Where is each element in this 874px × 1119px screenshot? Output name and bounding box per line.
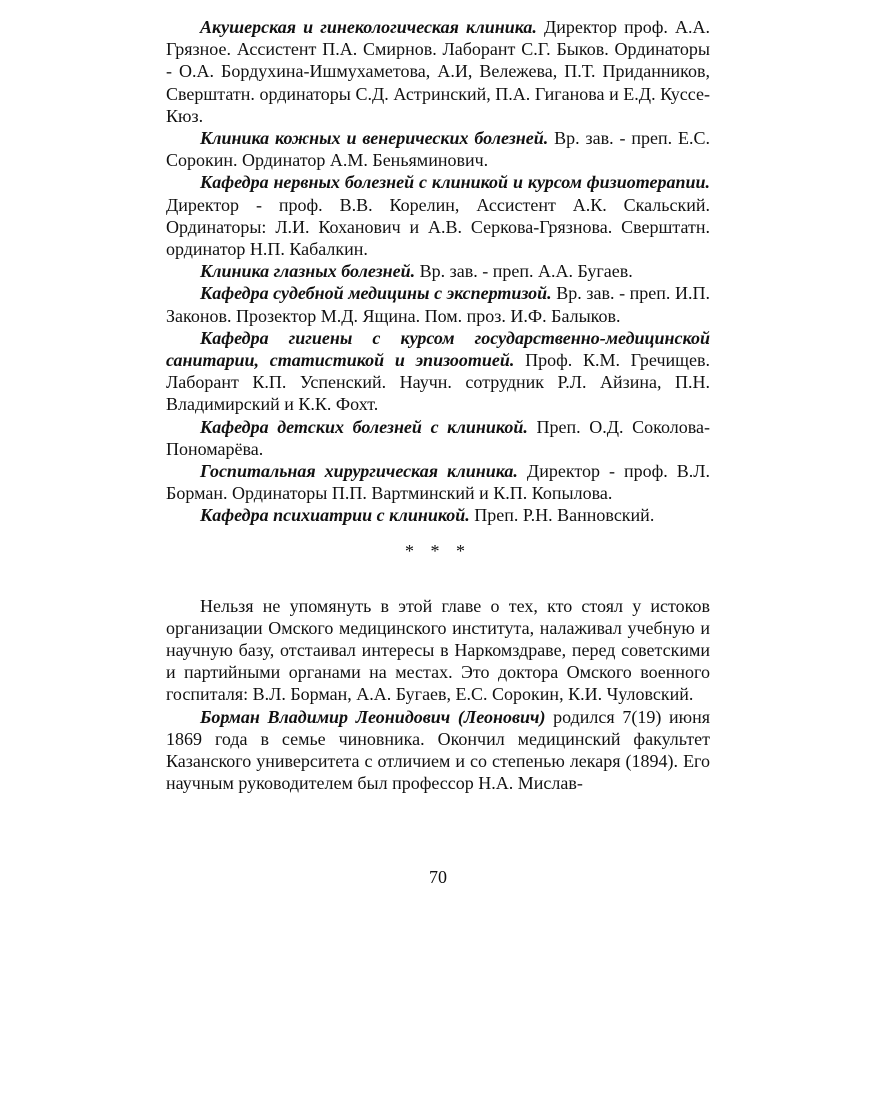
paragraph-eye-clinic: [166, 260, 710, 282]
paragraph-text: Директор - проф. В.Л. Борман. Ординаторы П.П. Вартминский и К.П. Копылова.: [166, 461, 710, 504]
page-content: [166, 16, 710, 795]
paragraph-text: Преп. О.Д. Соколова-Пономарёва.: [166, 416, 710, 459]
paragraph-title: Госпитальная хирургическая клиника.: [200, 461, 518, 482]
paragraph-psychiatry: [166, 504, 710, 526]
paragraph-nervous-diseases: [166, 171, 710, 260]
paragraph-text: родился 7(19) июня 1869 года в семье чиновника. Окончил медицинский факультет Казанского университета с отличием и со степенью лекаря (1894). Его научным руководителем был профессор Н.А. Мислав-: [166, 706, 710, 794]
paragraph-title: Кафедра детских болезней с клиникой.: [200, 416, 528, 437]
paragraph-hygiene: [166, 327, 710, 416]
paragraph-title: Акушерская и гинекологическая клиника.: [200, 17, 537, 37]
paragraph-borman: [166, 706, 710, 795]
paragraph-text: Вр. зав. - преп. И.П. Законов. Прозектор М.Д. Ящина. Пом. проз. И.Ф. Балыков.: [166, 283, 710, 326]
paragraph-text: Директор - проф. В.В. Корелин, Ассистент А.К. Скальский. Ординаторы: Л.И. Коханович и А.В. Серкова-Грязнова. Сверштатн. ординатор Н.П. Кабалкин.: [166, 194, 710, 260]
paragraph-title: Кафедра нервных болезней с клиникой и курсом физиотерапии.: [200, 172, 710, 193]
section-separator: * * *: [405, 540, 471, 561]
paragraph-text: Директор проф. А.А. Грязное. Ассистент П.А. Смирнов. Лаборант С.Г. Быков. Ординаторы - О.А. Бордухина-Ишмухаметова, А.И, Вележева, П.Т. Приданников, Сверштатн. ординаторы С.Д. Астринский, П.А. Гиганова и Е.Д. Куссе-Кюз.: [166, 17, 710, 126]
paragraph-title: Клиника глазных болезней.: [200, 261, 416, 282]
paragraph-text: Вр. зав. - преп. А.А. Бугаев.: [415, 261, 633, 282]
paragraph-forensic-medicine: [166, 282, 710, 326]
paragraph-title: Клиника кожных и венерических болезней.: [200, 128, 549, 149]
paragraph-childrens-diseases: [166, 416, 710, 460]
page-number: 70: [429, 867, 447, 887]
paragraph-obstetrics-clinic: [166, 16, 710, 127]
paragraph-title: Кафедра гигиены с курсом государственно-медицинской санитарии, статистикой и эпизоотией.: [166, 327, 710, 371]
paragraph-title: Кафедра судебной медицины с экспертизой.: [200, 283, 552, 304]
paragraph-skin-clinic: [166, 127, 710, 171]
paragraph-text: Проф. К.М. Гречищев. Лаборант К.П. Успенский. Научн. сотрудник Р.Л. Айзина, П.Н. Владимирский и К.К. Фохт.: [166, 350, 710, 415]
paragraph-text: Вр. зав. - преп. Е.С. Сорокин. Ординатор А.М. Беньяминович.: [166, 128, 711, 171]
biography-section: [166, 595, 710, 795]
paragraph-text: Преп. Р.Н. Ванновский.: [469, 505, 655, 526]
paragraph-title: Борман Владимир Леонидович (Леонович): [200, 706, 546, 727]
paragraph-hospital-surgery: [166, 460, 710, 504]
paragraph-title: Кафедра психиатрии с клиникой.: [200, 505, 470, 526]
paragraph-intro: Нельзя не упомянуть в этой главе о тех, кто стоял у истоков организации Омского медицинского института, налаживал учебную и научную базу, отстаивал интересы в Наркомздраве, перед советскими и партийными органами на местах. Это доктора Омского военного госпиталя: В.Л. Борман, А.А. Бугаев, Е.С. Сорокин, К.И. Чуловский.: [166, 595, 710, 705]
